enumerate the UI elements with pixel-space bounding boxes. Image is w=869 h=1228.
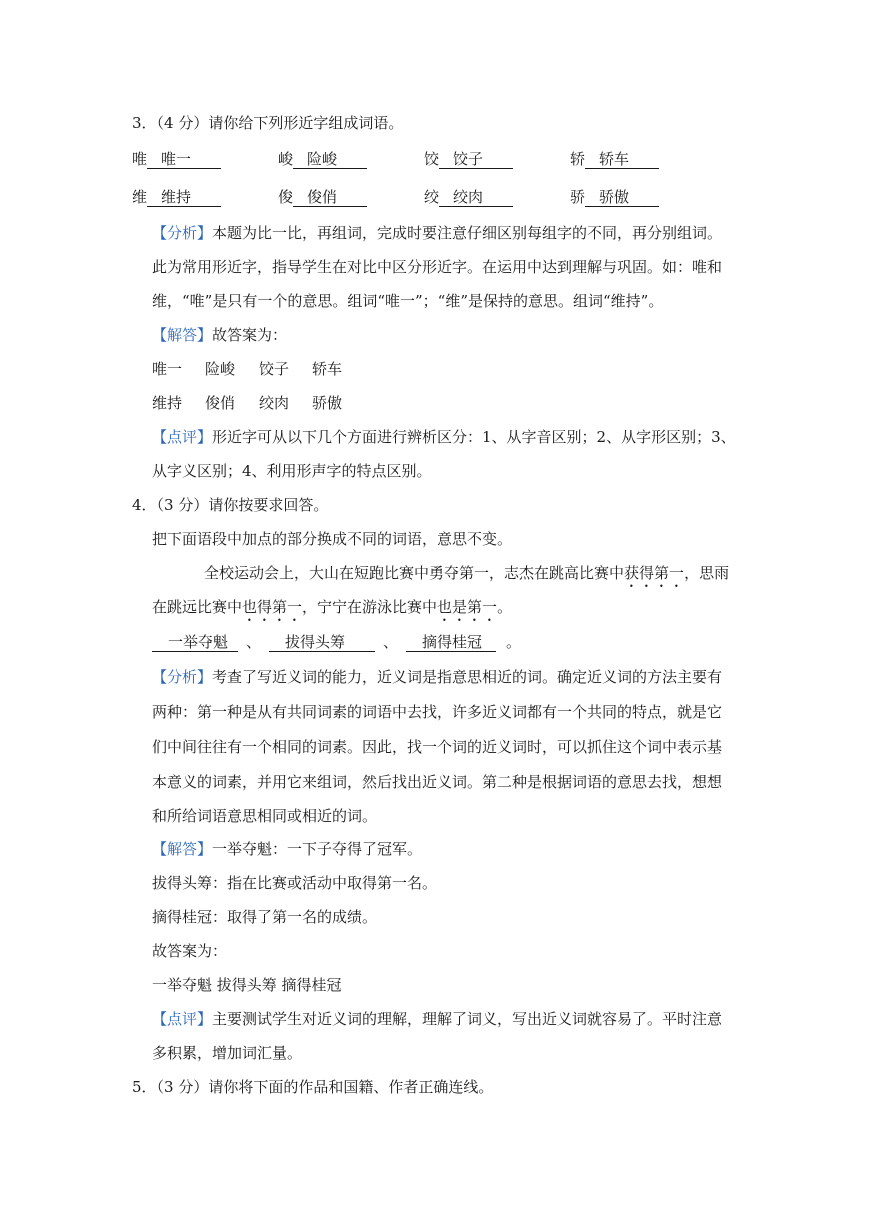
passage-text: 在跳远比赛中 — [152, 598, 243, 616]
passage-text: 。 — [497, 598, 513, 616]
q3-word: 绞肉 — [439, 188, 513, 207]
q3-char: 维 — [132, 188, 148, 206]
q3-item — [570, 187, 659, 207]
q3-char: 骄 — [570, 188, 586, 206]
q3-item — [278, 187, 367, 207]
blank-separator: 、 — [383, 633, 399, 651]
answer-text: 一举夺魁：一下子夺得了冠军。 — [212, 840, 423, 858]
q4-instruction: 把下面语段中加点的部分换成不同的词语，意思不变。 — [152, 530, 513, 548]
q4-comment — [152, 1009, 722, 1029]
answer-text: 一举夺魁 拔得头筹 摘得桂冠 — [152, 976, 342, 994]
answer-word: 饺子 — [259, 360, 290, 378]
analysis-text: 本题为比一比，再组词，完成时要注意仔细区别每组字的不同，再分别组词。 — [212, 224, 723, 242]
passage-text: ，宁宁在游泳比赛中 — [302, 598, 438, 616]
q4-passage-line-1 — [204, 563, 729, 591]
q4-passage-line-2 — [152, 597, 512, 625]
analysis-text: 和所给词语意思相同或相近的词。 — [152, 807, 378, 825]
q3-word: 维持 — [147, 188, 221, 207]
q3-word: 轿车 — [585, 150, 659, 169]
answer-text: 摘得桂冠：取得了第一名的成绩。 — [152, 908, 378, 926]
analysis-text: 两种：第一种是从有共同词素的词语中去找，许多近义词都有一个共同的特点，就是它 — [152, 703, 723, 721]
q3-char: 峻 — [278, 150, 294, 168]
analysis-tag: 【分析】 — [152, 668, 213, 686]
blank-separator: 、 — [246, 633, 262, 651]
answer-text: 故答案为： — [152, 942, 228, 960]
q3-item — [132, 149, 221, 169]
q3-item — [278, 149, 367, 169]
analysis-tag: 【分析】 — [152, 224, 213, 242]
q3-char: 饺 — [424, 150, 440, 168]
q3-word: 饺子 — [439, 150, 513, 169]
answer-word: 骄傲 — [312, 394, 343, 412]
answer-word: 维持 — [152, 394, 183, 412]
q3-comment — [152, 427, 736, 447]
q3-item — [132, 187, 221, 207]
q3-word: 骄傲 — [585, 188, 659, 207]
analysis-text: 维，“唯”是只有一个的意思。组词“唯一”；“维”是保持的意思。组词“维持”。 — [152, 292, 664, 310]
q3-char: 唯 — [132, 150, 148, 168]
answer-text: 拔得头筹：指在比赛或活动中取得第一名。 — [152, 874, 438, 892]
dotted-phrase: 也是第一 — [437, 598, 498, 616]
comment-tag: 【点评】 — [152, 428, 213, 446]
blank-end: 。 — [506, 633, 522, 651]
passage-text: 全校运动会上，大山在短跑比赛中 — [204, 564, 430, 582]
q3-word: 险峻 — [293, 150, 367, 169]
dotted-phrase: 获得第一 — [624, 564, 685, 582]
comment-text: 多积累，增加词汇量。 — [152, 1044, 303, 1062]
q3-analysis — [152, 223, 722, 243]
analysis-text: 本意义的词素，并用它来组词，然后找出近义词。第二种是根据词语的意思去找，想想 — [152, 773, 723, 791]
q4-blanks — [152, 632, 521, 652]
dotted-phrase: 也得第一 — [242, 598, 303, 616]
answer-word: 俊俏 — [205, 394, 236, 412]
answer-intro: 故答案为： — [212, 326, 288, 344]
answer-blank: 一举夺魁 — [152, 633, 238, 652]
question-4-title: 4．（3 分）请你按要求回答。 — [132, 496, 329, 514]
q3-char: 绞 — [424, 188, 440, 206]
analysis-text: 此为常用形近字，指导学生在对比中区分形近字。在运用中达到理解与巩固。如：唯和 — [152, 258, 723, 276]
q3-char: 轿 — [570, 150, 586, 168]
q3-word: 俊俏 — [293, 188, 367, 207]
q4-answer — [152, 839, 422, 859]
q3-char: 俊 — [278, 188, 294, 206]
question-5-title: 5．（3 分）请你将下面的作品和国籍、作者正确连线。 — [132, 1078, 494, 1096]
comment-tag: 【点评】 — [152, 1010, 213, 1028]
answer-word: 轿车 — [312, 360, 343, 378]
passage-text: ，志杰在跳高比赛中 — [489, 564, 625, 582]
comment-text: 形近字可从以下几个方面进行辨析区分：1、从字音区别；2、从字形区别；3、 — [212, 428, 736, 446]
q3-item — [424, 187, 513, 207]
answer-word: 险峻 — [205, 360, 236, 378]
comment-text: 主要测试学生对近义词的理解，理解了词义，写出近义词就容易了。平时注意 — [212, 1010, 723, 1028]
question-3-title: 3．（4 分）请你给下列形近字组成词语。 — [132, 114, 404, 132]
passage-text: 勇夺第一 — [429, 564, 490, 582]
q4-analysis — [152, 667, 722, 687]
answer-blank: 拔得头筹 — [269, 633, 375, 652]
analysis-text: 们中间往往有一个相同的词素。因此，找一个词的近义词时，可以抓住这个词中表示基 — [152, 738, 723, 756]
q3-item — [424, 149, 513, 169]
answer-word: 唯一 — [152, 360, 183, 378]
answer-tag: 【解答】 — [152, 840, 213, 858]
q3-answer — [152, 325, 287, 345]
answer-word: 绞肉 — [259, 394, 290, 412]
q3-word: 唯一 — [147, 150, 221, 169]
q3-item — [570, 149, 659, 169]
answer-tag: 【解答】 — [152, 326, 213, 344]
answer-blank: 摘得桂冠 — [406, 633, 496, 652]
comment-text: 从字义区别；4、利用形声字的特点区别。 — [152, 462, 432, 480]
passage-text: ，思雨 — [684, 564, 730, 582]
analysis-text: 考查了写近义词的能力，近义词是指意思相近的词。确定近义词的方法主要有 — [212, 668, 723, 686]
